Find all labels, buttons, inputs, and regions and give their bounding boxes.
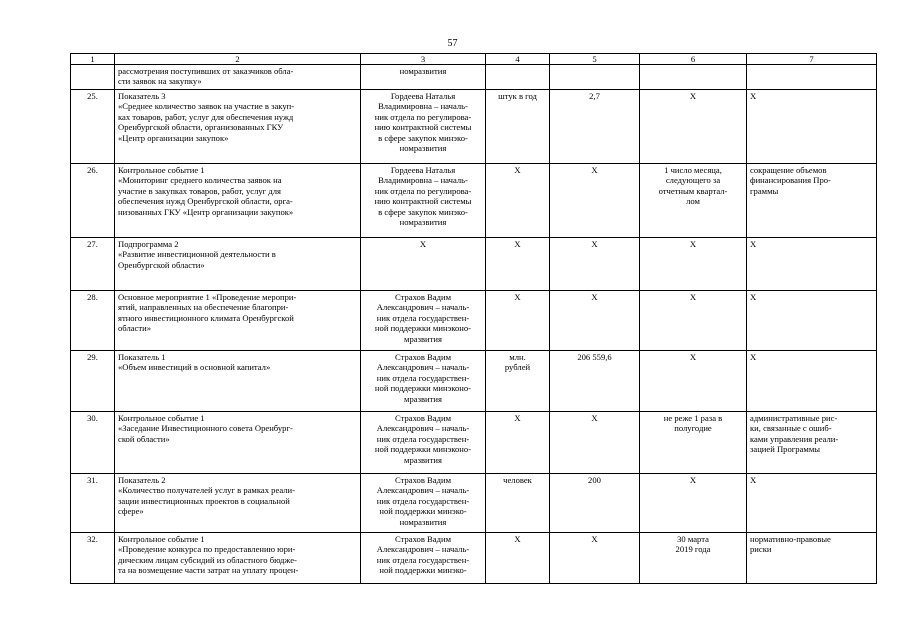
row-risk: X xyxy=(747,90,877,164)
row-responsible: номразвития xyxy=(361,65,486,90)
row-unit: X xyxy=(486,533,550,584)
row-unit: X xyxy=(486,412,550,474)
row-risk: X xyxy=(747,291,877,351)
table-row xyxy=(71,291,877,351)
column-header: 6 xyxy=(640,54,747,65)
column-header: 3 xyxy=(361,54,486,65)
row-risk: сокращение объемов финансирования Про- граммы xyxy=(747,164,877,238)
row-number: 25. xyxy=(71,90,115,164)
plan-table xyxy=(70,53,877,584)
row-responsible: Страхов Вадим Александрович – началь- ник отдела государствен- ной поддержки минэко- xyxy=(361,533,486,584)
row-responsible: Страхов Вадим Александрович – началь- ник отдела государствен- ной поддержки минэко- номразвития xyxy=(361,474,486,533)
table-row xyxy=(71,351,877,412)
row-risk: административные рис- ки, связанные с ошиб- ками управления реали- зацией Программы xyxy=(747,412,877,474)
row-responsible: Гордеева Наталья Владимировна – началь- ник отдела по регулирова- нию контрактной системы в сфере закупок минэко- номразвития xyxy=(361,164,486,238)
row-risk: X xyxy=(747,238,877,291)
row-value: X xyxy=(550,412,640,474)
row-number: 27. xyxy=(71,238,115,291)
table-row xyxy=(71,474,877,533)
row-value: 206 559,6 xyxy=(550,351,640,412)
row-unit: X xyxy=(486,291,550,351)
row-name: рассмотрения поступивших от заказчиков обла- сти заявок на закупку» xyxy=(115,65,361,90)
column-header: 7 xyxy=(747,54,877,65)
row-number: 26. xyxy=(71,164,115,238)
table-row xyxy=(71,533,877,584)
row-responsible: Страхов Вадим Александрович – началь- ник отдела государствен- ной поддержки минэконо- мразвития xyxy=(361,351,486,412)
row-number: 29. xyxy=(71,351,115,412)
row-responsible: Страхов Вадим Александрович – началь- ник отдела государствен- ной поддержки минэконо- мразвития xyxy=(361,291,486,351)
row-name: Показатель 1 «Объем инвестиций в основной капитал» xyxy=(115,351,361,412)
row-date: X xyxy=(640,474,747,533)
row-number: 32. xyxy=(71,533,115,584)
row-name: Подпрограмма 2 «Развитие инвестиционной деятельности в Оренбургской области» xyxy=(115,238,361,291)
row-unit: X xyxy=(486,238,550,291)
row-value xyxy=(550,65,640,90)
row-date: X xyxy=(640,90,747,164)
row-date: X xyxy=(640,291,747,351)
row-date xyxy=(640,65,747,90)
page-number: 57 xyxy=(447,38,458,49)
row-unit: штук в год xyxy=(486,90,550,164)
column-header: 2 xyxy=(115,54,361,65)
row-name: Контрольное событие 1 «Проведение конкурса по предоставлению юри- дическим лицам субсидий из областного бюдже- та на возмещение части затрат на уплату процен- xyxy=(115,533,361,584)
table-row xyxy=(71,164,877,238)
row-value: 2,7 xyxy=(550,90,640,164)
row-name: Основное мероприятие 1 «Проведение меропри- ятий, направленных на обеспечение благопри- ятного инвестиционного климата Оренбургской области» xyxy=(115,291,361,351)
row-value: X xyxy=(550,533,640,584)
row-name: Показатель 3 «Среднее количество заявок на участие в закуп- ках товаров, работ, услуг для обеспечения нужд Оренбургской области, организованных ГКУ «Центр организации закупок» xyxy=(115,90,361,164)
row-date: 1 число месяца, следующего за отчетным квартал- лом xyxy=(640,164,747,238)
column-header: 4 xyxy=(486,54,550,65)
row-unit: человек xyxy=(486,474,550,533)
row-value: X xyxy=(550,164,640,238)
row-risk: X xyxy=(747,474,877,533)
row-number: 30. xyxy=(71,412,115,474)
row-risk: X xyxy=(747,351,877,412)
table-row xyxy=(71,412,877,474)
row-date: X xyxy=(640,351,747,412)
row-date: 30 марта 2019 года xyxy=(640,533,747,584)
row-number xyxy=(71,65,115,90)
row-number: 28. xyxy=(71,291,115,351)
row-risk xyxy=(747,65,877,90)
row-name: Показатель 2 «Количество получателей услуг в рамках реали- зации инвестиционных проектов в социальной сфере» xyxy=(115,474,361,533)
row-unit xyxy=(486,65,550,90)
column-header: 5 xyxy=(550,54,640,65)
row-date: X xyxy=(640,238,747,291)
row-risk: нормативно-правовые риски xyxy=(747,533,877,584)
row-unit: млн. рублей xyxy=(486,351,550,412)
row-name: Контрольное событие 1 «Заседание Инвестиционного совета Оренбург- ской области» xyxy=(115,412,361,474)
row-unit: X xyxy=(486,164,550,238)
table-header-row xyxy=(71,54,877,65)
row-date: не реже 1 раза в полугодие xyxy=(640,412,747,474)
row-responsible: X xyxy=(361,238,486,291)
table-row xyxy=(71,90,877,164)
column-header: 1 xyxy=(71,54,115,65)
table-row xyxy=(71,65,877,90)
row-number: 31. xyxy=(71,474,115,533)
row-responsible: Страхов Вадим Александрович – началь- ник отдела государствен- ной поддержки минэконо- мразвития xyxy=(361,412,486,474)
row-value: X xyxy=(550,291,640,351)
row-value: X xyxy=(550,238,640,291)
table-row xyxy=(71,238,877,291)
row-value: 200 xyxy=(550,474,640,533)
row-name: Контрольное событие 1 «Мониторинг среднего количества заявок на участие в закупках товаров, работ, услуг для обеспечения нужд Оренбургской области, орга- низованных ГКУ «Центр организации закупок» xyxy=(115,164,361,238)
row-responsible: Гордеева Наталья Владимировна – началь- ник отдела по регулирова- нию контрактной системы в сфере закупок минэко- номразвития xyxy=(361,90,486,164)
